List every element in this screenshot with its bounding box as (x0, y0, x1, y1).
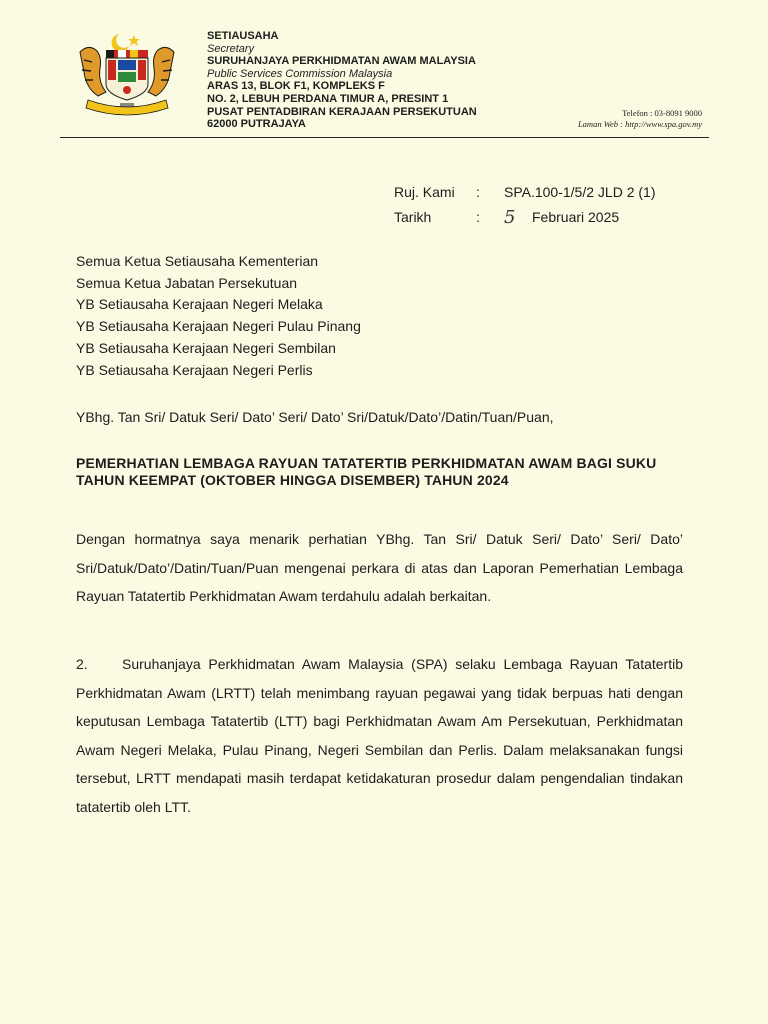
paragraph-number: 2. (76, 656, 88, 672)
agency-name-en: Public Services Commission Malaysia (207, 67, 393, 80)
colon: : (476, 208, 480, 225)
recipient-line: Semua Ketua Setiausaha Kementerian (76, 253, 319, 269)
reference-block (394, 179, 655, 229)
date-row (394, 204, 655, 229)
recipient-line: Semua Ketua Jabatan Persekutuan (76, 274, 298, 291)
address-line: 62000 PUTRAJAYA (207, 118, 306, 131)
letterhead (207, 30, 477, 131)
ref-label: Ruj. Kami (394, 183, 455, 200)
letter-title: PEMERHATIAN LEMBAGA RAYUAN TATATERTIB PERKHIDMATAN AWAM BAGI SUKU TAHUN KEEMPAT (OKTOBER HINGGA DISEMBER) TAHUN 2024 (76, 455, 657, 488)
date-label: Tarikh (394, 208, 432, 225)
ref-number: SPA.100-1/5/2 JLD 2 (1) (504, 183, 656, 200)
office-name: SETIAUSAHA (207, 30, 279, 42)
paragraph-2 (76, 650, 683, 821)
website: Laman Web : http://www.spa.gov.my (577, 119, 702, 129)
address-line: NO. 2, LEBUH PERDANA TIMUR A, PRESINT 1 (207, 92, 449, 105)
recipient-line: YB Setiausaha Kerajaan Negeri Perlis (76, 361, 313, 378)
recipient-line: YB Setiausaha Kerajaan Negeri Melaka (76, 296, 323, 313)
contact-info (578, 108, 702, 130)
recipient-line: YB Setiausaha Kerajaan Negeri Pulau Pinang (76, 318, 361, 335)
malaysia-coat-of-arms-icon (72, 30, 182, 116)
office-name-en: Secretary (207, 42, 255, 55)
address-line: PUSAT PENTADBIRAN KERAJAAN PERSEKUTUAN (207, 105, 477, 118)
address-line: ARAS 13, BLOK F1, KOMPLEKS F (207, 80, 385, 93)
paragraph-2-text: Suruhanjaya Perkhidmatan Awam Malaysia (SPA) selaku Lembaga Rayuan Tatatertib Perkhidmatan Awam (LRTT) telah menimbang rayuan pegawai yang tidak berpuas hati dengan keputusan Lembaga Tatatertib (LTT) bagi Perkhidmatan Awam Am Persekutuan, Perkhidmatan Awam Negeri Melaka, Pulau Pinang, Negeri Sembilan dan Perlis. Dalam melaksanakan fungsi tersebut, LRTT mendapati masih terdapat ketidakaturan prosedur dalam pengendalian tindakan tatatertib oleh LTT. (76, 656, 683, 815)
colon: : (476, 183, 480, 200)
recipient-list (76, 251, 361, 381)
agency-name: SURUHANJAYA PERKHIDMATAN AWAM MALAYSIA (207, 55, 476, 68)
ref-number-row (394, 179, 655, 204)
salutation: YBhg. Tan Sri/ Datuk Seri/ Dato’ Seri/ Dato’ Sri/Datuk/Dato’/Datin/Tuan/Puan, (76, 409, 554, 425)
header-divider (60, 137, 709, 138)
paragraph-1: Dengan hormatnya saya menarik perhatian YBhg. Tan Sri/ Datuk Seri/ Dato’ Seri/ Dato’ Sri/Datuk/Dato’/Datin/Tuan/Puan mengenai perkara di atas dan Laporan Pemerhatian Lembaga Rayuan Tatatertib Perkhidmatan Awam terdahulu adalah berkaitan. (76, 531, 683, 604)
date-day-handwritten: 5 (504, 206, 516, 228)
date-month-year: Februari 2025 (532, 208, 620, 225)
recipient-line: YB Setiausaha Kerajaan Negeri Sembilan (76, 339, 336, 356)
telephone: Telefon : 03-8091 9000 (622, 108, 702, 118)
